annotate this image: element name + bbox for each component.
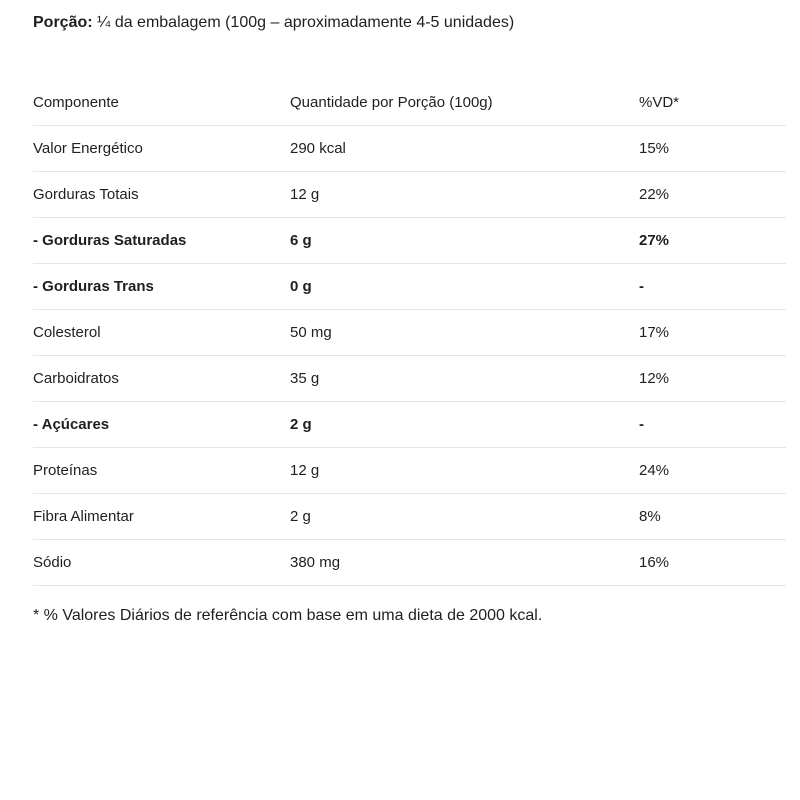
cell-component: Carboidratos — [33, 356, 290, 402]
header-vd: %VD* — [639, 80, 786, 126]
cell-component: Fibra Alimentar — [33, 494, 290, 540]
table-row — [33, 402, 786, 448]
nutrition-table — [33, 80, 786, 586]
table-row — [33, 264, 786, 310]
cell-quantity: 380 mg — [290, 540, 639, 586]
cell-component: Colesterol — [33, 310, 290, 356]
cell-component: - Gorduras Trans — [33, 264, 290, 310]
cell-quantity: 50 mg — [290, 310, 639, 356]
cell-vd: 17% — [639, 310, 786, 356]
cell-vd: 12% — [639, 356, 786, 402]
cell-quantity: 290 kcal — [290, 126, 639, 172]
portion-text: ¼ da embalagem (100g – aproximadamente 4-5 unidades) — [92, 14, 515, 31]
cell-component: Valor Energético — [33, 126, 290, 172]
cell-component: Proteínas — [33, 448, 290, 494]
cell-quantity: 2 g — [290, 494, 639, 540]
table-row — [33, 310, 786, 356]
header-quantity: Quantidade por Porção (100g) — [290, 80, 639, 126]
cell-quantity: 12 g — [290, 172, 639, 218]
cell-vd: 8% — [639, 494, 786, 540]
cell-vd: 16% — [639, 540, 786, 586]
table-row — [33, 218, 786, 264]
table-row — [33, 172, 786, 218]
portion-label: Porção: — [33, 14, 93, 31]
cell-quantity: 2 g — [290, 402, 639, 448]
table-header-row — [33, 80, 786, 126]
cell-vd: 24% — [639, 448, 786, 494]
table-row — [33, 494, 786, 540]
cell-vd: 22% — [639, 172, 786, 218]
cell-vd: 15% — [639, 126, 786, 172]
portion-line — [33, 12, 514, 34]
table-row — [33, 540, 786, 586]
cell-quantity: 6 g — [290, 218, 639, 264]
cell-vd: - — [639, 402, 786, 448]
footnote: * % Valores Diários de referência com base em uma dieta de 2000 kcal. — [33, 607, 543, 624]
cell-vd: - — [639, 264, 786, 310]
header-component: Componente — [33, 80, 290, 126]
table-body — [33, 126, 786, 586]
cell-quantity: 35 g — [290, 356, 639, 402]
cell-component: Sódio — [33, 540, 290, 586]
table-row — [33, 356, 786, 402]
cell-vd: 27% — [639, 218, 786, 264]
cell-component: Gorduras Totais — [33, 172, 290, 218]
table-row — [33, 448, 786, 494]
cell-quantity: 12 g — [290, 448, 639, 494]
table-row — [33, 126, 786, 172]
cell-component: - Gorduras Saturadas — [33, 218, 290, 264]
cell-quantity: 0 g — [290, 264, 639, 310]
cell-component: - Açúcares — [33, 402, 290, 448]
